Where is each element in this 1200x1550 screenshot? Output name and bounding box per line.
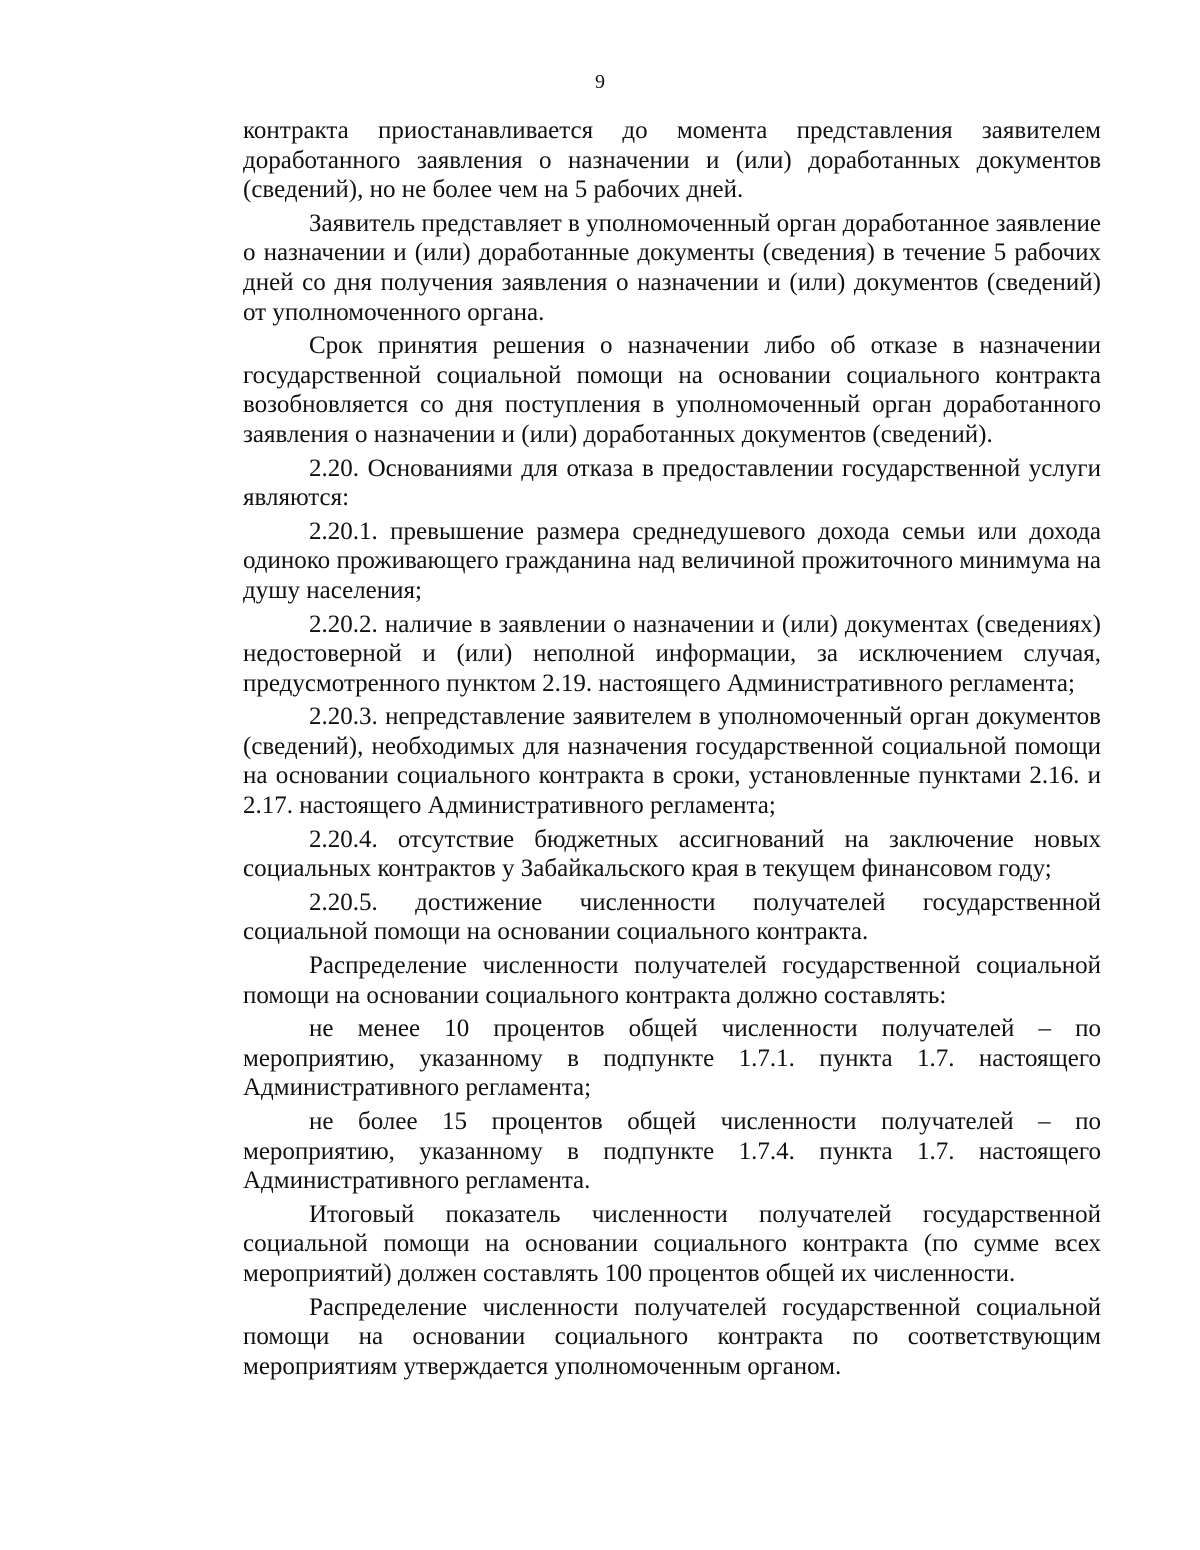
- paragraph-decision-term: Срок принятия решения о назначении либо об отказе в назначении государственной социальной помощи на основании социального контракта возобновляется со дня поступления в уполномоченный орган доработанного заявления о назначении и (или) доработанных документов (сведений).: [243, 332, 1101, 448]
- document-body: [243, 116, 1101, 1381]
- paragraph-continuation: контракта приостанавливается до момента представления заявителем доработанного заявления о назначении и (или) доработанных документов (сведений), но не более чем на 5 рабочих дней.: [243, 117, 1101, 204]
- clause-2-20-5: 2.20.5. достижение численности получателей государственной социальной помощи на основании социального контракта.: [243, 888, 1101, 946]
- clause-2-20: 2.20. Основаниями для отказа в предоставлении государственной услуги являются:: [243, 454, 1101, 512]
- paragraph-applicant-submission: Заявитель представляет в уполномоченный орган доработанное заявление о назначении и (или) доработанные документы (сведения) в течение 5 рабочих дней со дня получения заявления о назначении и (или) документов (сведений) от уполномоченного органа.: [243, 209, 1101, 326]
- page-number: 9: [595, 71, 605, 93]
- clause-2-20-4: 2.20.4. отсутствие бюджетных ассигнований на заключение новых социальных контрактов у Забайкальского края в текущем финансовом году;: [243, 825, 1101, 883]
- paragraph-distribution: Распределение численности получателей государственной социальной помощи на основании социального контракта должно составлять:: [243, 952, 1101, 1009]
- clause-2-20-3: 2.20.3. непредставление заявителем в уполномоченный орган документов (сведений), необходимых для назначения государственной социальной помощи на основании социального контракта в сроки, установленные пунктами 2.16. и 2.17. настоящего Административного регламента;: [243, 703, 1101, 820]
- paragraph-total-indicator: Итоговый показатель численности получателей государственной социальной помощи на основании социального контракта (по сумме всех мероприятий) должен составлять 100 процентов общей их численности.: [243, 1200, 1101, 1287]
- paragraph-approval: Распределение численности получателей государственной социальной помощи на основании социального контракта по соответствующим мероприятиям утверждается уполномоченным органом.: [243, 1293, 1101, 1380]
- clause-2-20-2: 2.20.2. наличие в заявлении о назначении и (или) документах (сведениях) недостоверной и (или) неполной информации, за исключением случая, предусмотренного пунктом 2.19. настоящего Административного регламента;: [243, 610, 1101, 697]
- clause-2-20-1: 2.20.1. превышение размера среднедушевого дохода семьи или дохода одиноко проживающего гражданина над величиной прожиточного минимума на душу населения;: [243, 517, 1101, 604]
- paragraph-minimum-share: не менее 10 процентов общей численности получателей – по мероприятию, указанному в подпункте 1.7.1. пункта 1.7. настоящего Административного регламента;: [243, 1015, 1101, 1102]
- paragraph-maximum-share: не более 15 процентов общей численности получателей – по мероприятию, указанному в подпункте 1.7.4. пункта 1.7. настоящего Административного регламента.: [243, 1108, 1101, 1195]
